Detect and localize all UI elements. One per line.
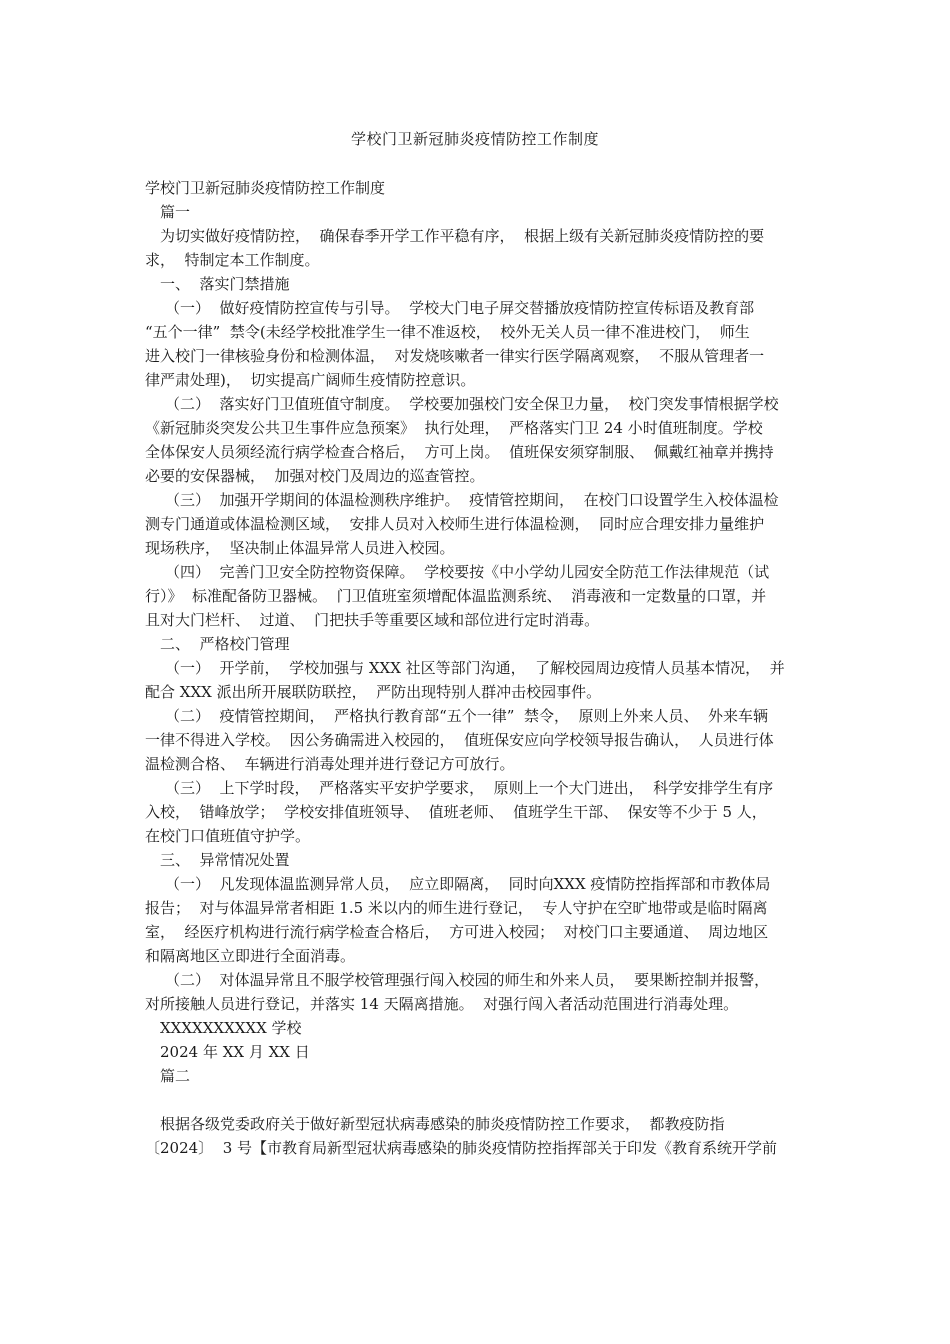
text-line: 为切实做好疫情防控， 确保春季开学工作平稳有序， 根据上级有关新冠肺炎疫情防控的要 — [160, 227, 765, 245]
text-line: 学校门卫新冠肺炎疫情防控工作制度 — [145, 179, 386, 197]
text-line: 求， 特制定本工作制度。 — [145, 251, 320, 269]
text-line: 和隔离地区立即进行全面消毒。 — [145, 947, 356, 965]
text-line: 室， 经医疗机构进行流行病学检查合格后， 方可进入校园； 对校门口主要通道、 周边地区 — [145, 923, 769, 941]
text-line: （三） 上下学时段， 严格落实平安护学要求， 原则上一个大门进出， 科学安排学生有序 — [165, 779, 774, 797]
text-line: 对所接触人员进行登记，并落实 14 天隔离措施。 对强行闯入者活动范围进行消毒处理。 — [145, 995, 739, 1013]
text-line: 在校门口值班值守护学。 — [145, 827, 311, 845]
text-line: 一律不得进入学校。 因公务确需进入校园的， 值班保安应向学校领导报告确认， 人员进行体 — [145, 731, 774, 749]
text-line: 三、 异常情况处置 — [160, 851, 290, 869]
text-line: 篇二 — [160, 1067, 191, 1085]
text-line: 现场秩序， 坚决制止体温异常人员进入校园。 — [145, 539, 455, 557]
text-line: （二） 落实好门卫值班值守制度。 学校要加强校门安全保卫力量， 校门突发事情根据学校 — [165, 395, 779, 413]
text-line: 律严肃处理)， 切实提高广阔师生疫情防控意识。 — [145, 371, 476, 389]
text-line: 测专门通道或体温检测区域， 安排人员对入校师生进行体温检测， 同时应合理安排力量维护 — [145, 515, 765, 533]
text-line: 根据各级党委政府关于做好新型冠状病毒感染的肺炎疫情防控工作要求， 都教疫防指 — [160, 1115, 725, 1133]
text-line: 入校， 错峰放学； 学校安排值班领导、 值班老师、 值班学生干部、 保安等不少于 5 人， — [145, 803, 767, 821]
text-line: 〔2024〕 3 号【市教育局新型冠状病毒感染的肺炎疫情防控指挥部关于印发《教育系统开学前 — [145, 1139, 778, 1157]
text-line: 且对大门栏杆、 过道、 门把扶手等重要区域和部位进行定时消毒。 — [145, 611, 600, 629]
text-line: 行）》 标准配备防卫器械。 门卫值班室须增配体温监测系统、 消毒液和一定数量的口罩，并 — [145, 587, 767, 605]
text-line: 温检测合格、 车辆进行消毒处理并进行登记方可放行。 — [145, 755, 515, 773]
text-line: （一） 凡发现体温监测异常人员， 应立即隔离， 同时向XXX 疫情防控指挥部和市教体局 — [165, 875, 771, 893]
text-line: 篇一 — [160, 203, 191, 221]
document-title: 学校门卫新冠肺炎疫情防控工作制度 — [350, 130, 599, 148]
text-line: 《新冠肺炎突发公共卫生事件应急预案》 执行处理， 严格落实门卫 24 小时值班制度。学校 — [145, 419, 763, 437]
text-line: 一、 落实门禁措施 — [160, 275, 290, 293]
text-line: 配合 XXX 派出所开展联防联控， 严防出现特别人群冲击校园事件。 — [145, 683, 602, 701]
text-line: 2024 年 XX 月 XX 日 — [160, 1043, 310, 1061]
text-line: 全体保安人员须经流行病学检查合格后， 方可上岗。 值班保安须穿制服、 佩戴红袖章并携持 — [145, 443, 774, 461]
document-body — [145, 176, 811, 1160]
text-line: （二） 对体温异常且不服学校管理强行闯入校园的师生和外来人员， 要果断控制并报警， — [165, 971, 770, 989]
text-line: “五个一律” 禁令(未经学校批准学生一律不准返校， 校外无关人员一律不准进校门， 师生 — [145, 323, 750, 341]
text-line: XXXXXXXXXX 学校 — [160, 1019, 302, 1037]
blank-line — [145, 1088, 811, 1112]
text-line: （一） 开学前， 学校加强与 XXX 社区等部门沟通， 了解校园周边疫情人员基本情况， 并 — [165, 659, 785, 677]
text-line: （一） 做好疫情防控宣传与引导。 学校大门电子屏交替播放疫情防控宣传标语及教育部 — [165, 299, 755, 317]
text-line: 报告； 对与体温异常者相距 1.5 米以内的师生进行登记， 专人守护在空旷地带或是临时隔离 — [145, 899, 768, 917]
text-line: （二） 疫情管控期间， 严格执行教育部“五个一律” 禁令， 原则上外来人员、 外来车辆 — [165, 707, 769, 725]
text-line: 二、 严格校门管理 — [160, 635, 290, 653]
text-line: 必要的安保器械， 加强对校门及周边的巡查管控。 — [145, 467, 485, 485]
text-line: 进入校门一律核验身份和检测体温， 对发烧咳嗽者一律实行医学隔离观察， 不服从管理者一 — [145, 347, 765, 365]
text-line: （四） 完善门卫安全防控物资保障。 学校要按《中小学幼儿园安全防范工作法律规范（试 — [165, 563, 770, 581]
text-line: （三） 加强开学期间的体温检测秩序维护。 疫情管控期间， 在校门口设置学生入校体温检 — [165, 491, 779, 509]
